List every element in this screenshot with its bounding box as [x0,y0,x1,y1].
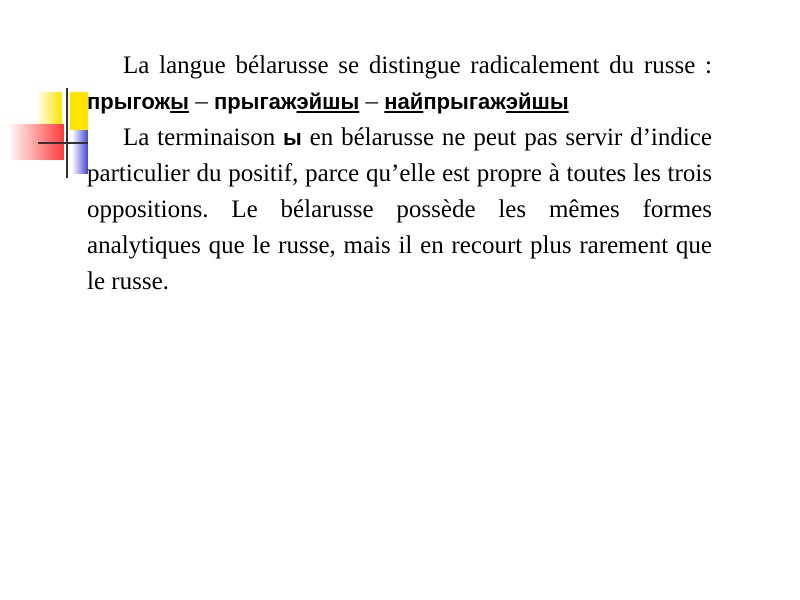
word-comparative-stem: прыгаж [213,89,297,114]
paragraph-2-rest: en bélarusse ne peut pas servir d’indice particulier du positif, parce qu’elle est propre à toutes les trois oppositions. Le bélarusse possède les mêmes formes analytiques que le russe, mais il en recourt plus rarement que le russe. [87,124,712,295]
word-superlative-ending: эйшы [505,89,569,114]
blue-square [72,130,88,174]
word-comparative-ending: эйшы [296,89,360,114]
paragraph-2-start: La terminaison [123,124,284,151]
yellow-square-right [70,92,88,130]
dash-2: – [359,88,385,115]
dash-1: – [188,88,214,115]
word-positive-stem: прыгож [87,89,171,114]
word-positive [87,89,189,114]
word-superlative-stem: прыгаж [423,89,506,114]
word-positive-ending: ы [170,89,189,114]
paragraph-1-lead: La langue bélarusse se distingue radicalement du russe : [123,52,712,79]
word-superlative [384,89,568,114]
paragraph-2 [87,120,712,300]
paragraph-1 [87,48,712,120]
main-text [87,48,712,300]
word-superlative-prefix: най [384,89,424,114]
word-comparative [214,89,359,114]
ending-y: ы [283,125,302,150]
